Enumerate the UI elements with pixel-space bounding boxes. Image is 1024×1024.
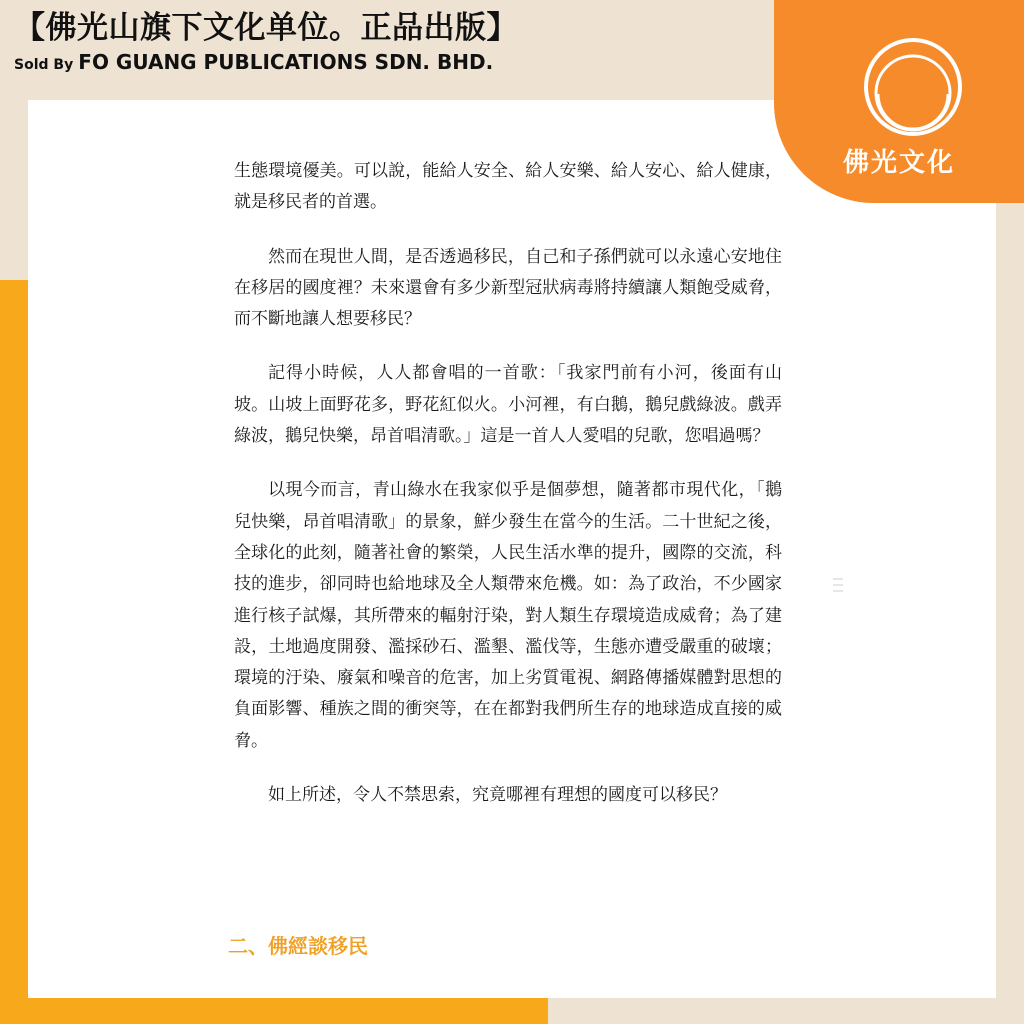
- circle-rings-logo-icon: [862, 36, 964, 138]
- header: [14, 8, 518, 74]
- body-text: [234, 156, 782, 834]
- paragraph: 記得小時候，人人都會唱的一首歌：「我家門前有小河，後面有山坡。山坡上面野花多，野花紅似火。小河裡，有白鵝，鵝兒戲綠波。戲弄綠波，鵝兒快樂，昂首唱清歌。」這是一首人人愛唱的兒歌，您唱過嗎？: [234, 363, 782, 447]
- faint-margin-mark: [833, 578, 843, 604]
- paragraph: 生態環境優美。可以說，能給人安全、給人安樂、給人安心、給人健康，就是移民者的首選。: [234, 161, 782, 213]
- sold-by-prefix: Sold By: [14, 57, 74, 73]
- section-heading: 二、佛經談移民: [228, 934, 368, 958]
- publisher-name: FO GUANG PUBLICATIONS SDN. BHD.: [78, 50, 494, 74]
- paragraph: 如上所述，令人不禁思索，究竟哪裡有理想的國度可以移民？: [268, 785, 727, 806]
- paragraph: 然而在現世人間，是否透過移民，自己和子孫們就可以永遠心安地住在移居的國度裡？未來還會有多少新型冠狀病毒將持續讓人類飽受威脅，而不斷地讓人想要移民？: [234, 246, 782, 330]
- header-title: 【佛光山旗下文化单位。正品出版】: [14, 10, 518, 46]
- brand-badge: [774, 0, 1024, 203]
- orange-accent-bottom: [0, 998, 548, 1024]
- paragraph: 以現今而言，青山綠水在我家似乎是個夢想，隨著都市現代化，「鵝兒快樂，昂首唱清歌」的景象，鮮少發生在當今的生活。二十世紀之後，全球化的此刻，隨著社會的繁榮，人民生活水準的提升，國際的交流，科技的進步，卻同時也給地球及全人類帶來危機。如：為了政治，不少國家進行核子試爆，其所帶來的輻射汙染，對人類生存環境造成威脅；為了建設，土地過度開發、濫採砂石、濫墾、濫伐等，生態亦遭受嚴重的破壞；環境的汙染、廢氣和噪音的危害，加上劣質電視、網路傳播媒體對思想的負面影響、種族之間的衝突等，在在都對我們所生存的地球造成直接的威脅。: [234, 480, 782, 751]
- sold-by-line: [14, 50, 518, 74]
- brand-name: 佛光文化: [842, 148, 955, 178]
